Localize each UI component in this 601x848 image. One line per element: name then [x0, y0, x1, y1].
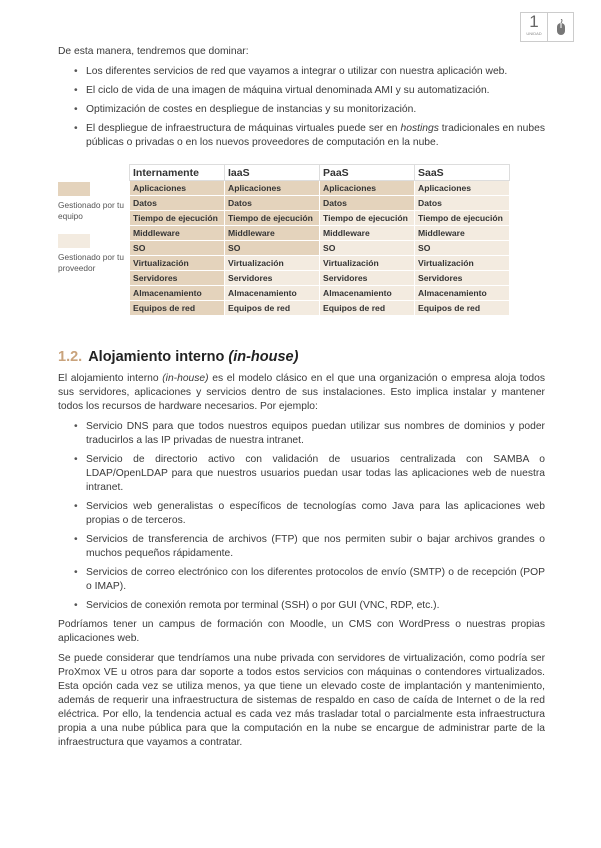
mouse-icon	[548, 13, 573, 41]
table-cell: Datos	[225, 196, 320, 211]
list-item: • Servicio DNS para que todos nuestros equipos puedan utilizar sus nombres de dominios y poder traducirlos a las IP privadas de nuestra intranet.	[58, 420, 545, 448]
cloud-models-figure	[58, 164, 545, 316]
cloud-models-table	[129, 164, 510, 316]
paragraph: Se puede considerar que tendríamos una nube privada con servidores de virtualización, como podría ser ProXmox VE u otros para dar soporte a todos estos servicios con máquinas o contendores virtualizados. Esta opción cada vez se utiliza menos, ya que tiene un elevado coste de implantación y mantenimiento, además de requerir una infraestructura de sistemas de respaldo en caso de caída de Internet o de la red eléctrica. Por ello, la tendencia actual es cada vez más trasladar total o parcialmente esta infraestructura propia a una nube pública para que la computación en la nube se encargue de administrar parte de la infraestructura que vayamos a contratar.	[58, 653, 545, 748]
list-item: • Servicios web generalistas o específicos de tecnologías como Java para las aplicaciones web propias o de terceros.	[58, 500, 545, 528]
table-cell: Datos	[320, 196, 415, 211]
table-cell: Almacenamiento	[225, 286, 320, 301]
table-cell: SO	[320, 241, 415, 256]
legend-team	[58, 182, 129, 222]
table-cell: Servidores	[225, 271, 320, 286]
table-row	[130, 196, 510, 211]
section-title-em: (in-house)	[228, 349, 299, 365]
list-item: • Servicio de directorio activo con validación de usuarios centralizada con SAMBA o LDAP/OpenLDAP para que nuestros usuarios puedan usar todas las aplicaciones web de nuestra intranet.	[58, 453, 545, 495]
table-cell: Aplicaciones	[415, 181, 510, 196]
paragraph: Podríamos tener un campus de formación con Moodle, un CMS con WordPress o nuestras propias aplicaciones web.	[58, 619, 545, 644]
table-cell: Virtualización	[225, 256, 320, 271]
list-item: • El despliegue de infraestructura de máquinas virtuales puede ser en hostings tradicionales en nubes públicas o privadas o en los nuevos proveedores de computación en la nube.	[58, 122, 545, 150]
table-row	[130, 181, 510, 196]
table-cell: Virtualización	[130, 256, 225, 271]
table-row	[130, 211, 510, 226]
legend-swatch-provider	[58, 234, 90, 248]
table-cell: Aplicaciones	[320, 181, 415, 196]
table-cell: Aplicaciones	[130, 181, 225, 196]
list-item: • Servicios de correo electrónico con los diferentes protocolos de envío (SMTP) o de recepción (POP o IMAP).	[58, 566, 545, 594]
table-row	[130, 271, 510, 286]
list-item: • Los diferentes servicios de red que vayamos a integrar o utilizar con nuestra aplicación web.	[58, 65, 545, 79]
unit-label: UNIDAD	[526, 31, 542, 36]
table-row	[130, 286, 510, 301]
legend	[58, 164, 129, 286]
list-item: • El ciclo de vida de una imagen de máquina virtual denominada AMI y su automatización.	[58, 84, 545, 98]
table-row	[130, 256, 510, 271]
table-cell: Datos	[130, 196, 225, 211]
table-row	[130, 301, 510, 316]
table-cell: Tiempo de ejecución	[130, 211, 225, 226]
table-cell: Virtualización	[320, 256, 415, 271]
section-title: Alojamiento interno	[88, 349, 229, 365]
table-cell: Servidores	[415, 271, 510, 286]
legend-label-provider: Gestionado por tu proveedor	[58, 252, 124, 273]
column-header: SaaS	[415, 165, 510, 181]
table-row	[130, 226, 510, 241]
intro-bullet-list	[58, 65, 545, 150]
table-cell: SO	[130, 241, 225, 256]
table-cell: SO	[225, 241, 320, 256]
table-row	[130, 241, 510, 256]
column-header: PaaS	[320, 165, 415, 181]
column-header: Internamente	[130, 165, 225, 181]
table-cell: Tiempo de ejecución	[320, 211, 415, 226]
table-cell: Tiempo de ejecución	[415, 211, 510, 226]
paragraph: El alojamiento interno (in-house) es el modelo clásico en el que una organización o empresa aloja todos sus servidores, aplicaciones y servicios dentro de sus instalaciones. Esto implica instalar y mantener todos los recursos de hardware necesarios. Por ejemplo:	[58, 373, 545, 412]
section-heading	[58, 348, 545, 366]
list-item: • Servicios de transferencia de archivos (FTP) que nos permiten subir o bajar archivos grandes o muchos pequeños rápidamente.	[58, 533, 545, 561]
table-cell: Almacenamiento	[130, 286, 225, 301]
services-bullet-list	[58, 420, 545, 613]
legend-provider	[58, 234, 129, 274]
table-cell: Equipos de red	[320, 301, 415, 316]
unit-number-value: 1	[529, 12, 539, 31]
table-cell: Equipos de red	[130, 301, 225, 316]
table-cell: SO	[415, 241, 510, 256]
table-cell: Tiempo de ejecución	[225, 211, 320, 226]
table-cell: Equipos de red	[225, 301, 320, 316]
table-cell: Middleware	[225, 226, 320, 241]
column-header: IaaS	[225, 165, 320, 181]
table-cell: Almacenamiento	[320, 286, 415, 301]
table-cell: Middleware	[130, 226, 225, 241]
table-cell: Virtualización	[415, 256, 510, 271]
table-cell: Servidores	[320, 271, 415, 286]
table-cell: Datos	[415, 196, 510, 211]
table-cell: Middleware	[415, 226, 510, 241]
intro-text: De esta manera, tendremos que dominar:	[58, 46, 249, 57]
table-cell: Middleware	[320, 226, 415, 241]
table-cell: Aplicaciones	[225, 181, 320, 196]
section-number: 1.2.	[58, 349, 83, 365]
table-cell: Almacenamiento	[415, 286, 510, 301]
table-cell: Servidores	[130, 271, 225, 286]
legend-swatch-team	[58, 182, 90, 196]
legend-label-team: Gestionado por tu equipo	[58, 200, 124, 221]
list-item: • Servicios de conexión remota por terminal (SSH) o por GUI (VNC, RDP, etc.).	[58, 599, 545, 613]
list-item: • Optimización de costes en despliegue de instancias y su monitorización.	[58, 103, 545, 117]
table-cell: Equipos de red	[415, 301, 510, 316]
